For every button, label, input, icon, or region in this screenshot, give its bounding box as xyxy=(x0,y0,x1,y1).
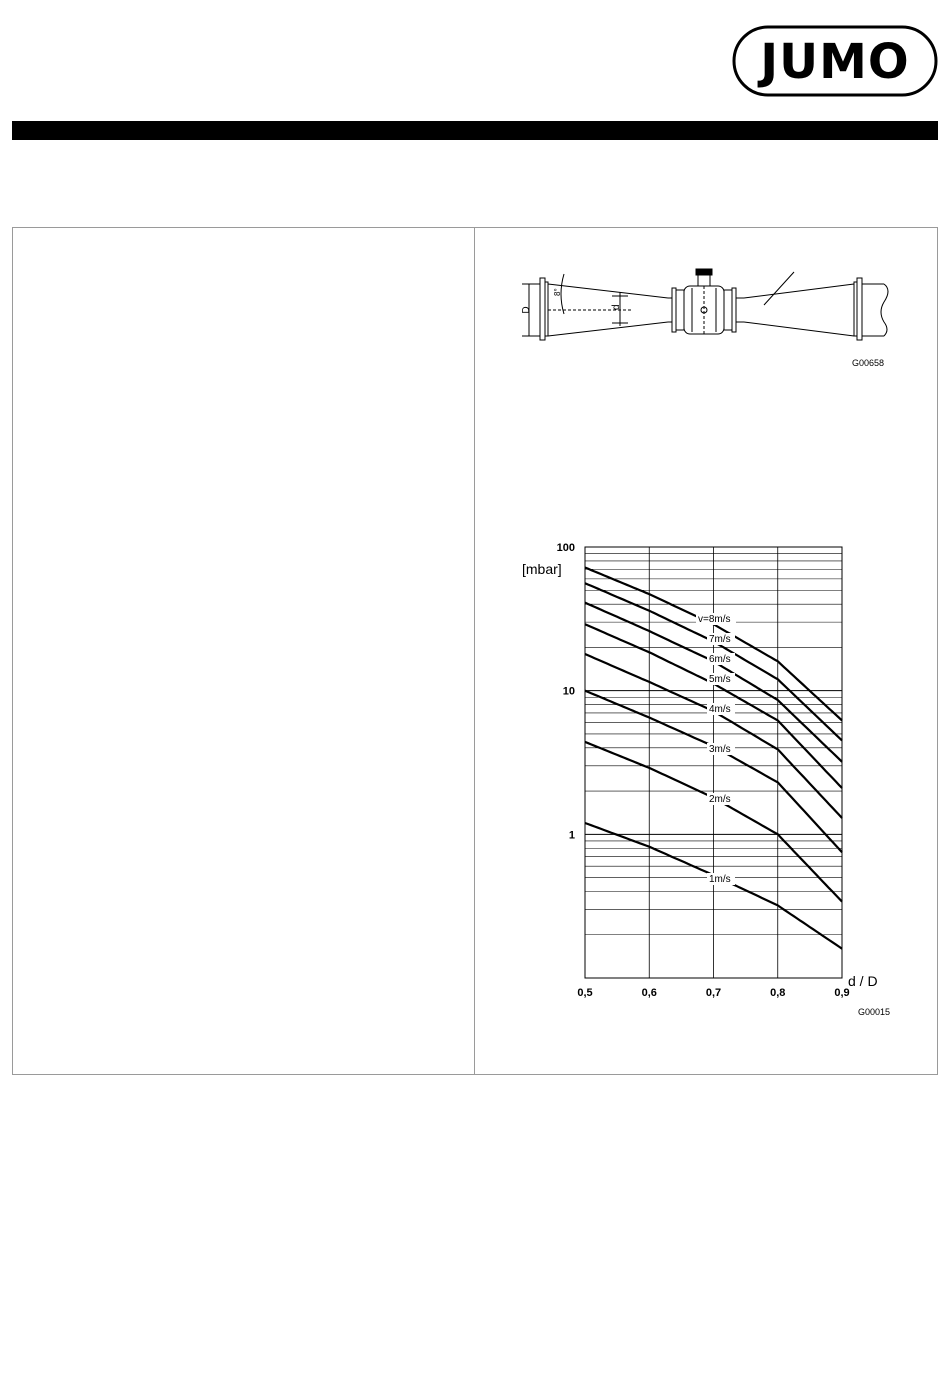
curve-label: v=8m/s xyxy=(698,614,731,625)
diagram-id: G00658 xyxy=(851,358,884,368)
curve-label: 1m/s xyxy=(709,874,731,885)
chart-ylabel: [mbar] xyxy=(522,561,562,577)
curve-label: 5m/s xyxy=(709,674,731,685)
curve-label: 7m/s xyxy=(709,634,731,645)
curve-label: 3m/s xyxy=(709,744,731,755)
x-tick-label: 0,6 xyxy=(641,987,657,999)
chart-grid xyxy=(585,547,842,978)
y-tick-label: 100 xyxy=(556,542,575,554)
y-tick-label: 1 xyxy=(568,829,575,842)
chart-id: G00015 xyxy=(857,1007,890,1017)
logo-text: JUMO xyxy=(760,34,910,90)
x-tick-label: 0,5 xyxy=(577,987,593,999)
column-divider xyxy=(474,227,475,1075)
diagram-label-D: D xyxy=(521,306,532,314)
x-tick-label: 0,7 xyxy=(705,987,722,999)
installation-diagram xyxy=(512,260,892,375)
chart-xlabel: d / D xyxy=(848,973,878,989)
chart-curve-labels xyxy=(696,613,736,885)
y-tick-label: 10 xyxy=(562,685,575,698)
diagram-label-d: d xyxy=(611,304,622,310)
left-panel xyxy=(13,228,473,1074)
curve-label: 2m/s xyxy=(709,794,731,805)
header-bar xyxy=(12,121,938,140)
diagram-label-angle: 8° xyxy=(553,288,562,296)
curve-label: 6m/s xyxy=(709,654,731,665)
x-tick-label: 0,9 xyxy=(834,987,850,999)
curve-label: 4m/s xyxy=(709,704,731,715)
x-tick-label: 0,8 xyxy=(770,987,786,999)
jumo-logo xyxy=(732,25,938,97)
pressure-loss-chart xyxy=(512,535,897,1025)
